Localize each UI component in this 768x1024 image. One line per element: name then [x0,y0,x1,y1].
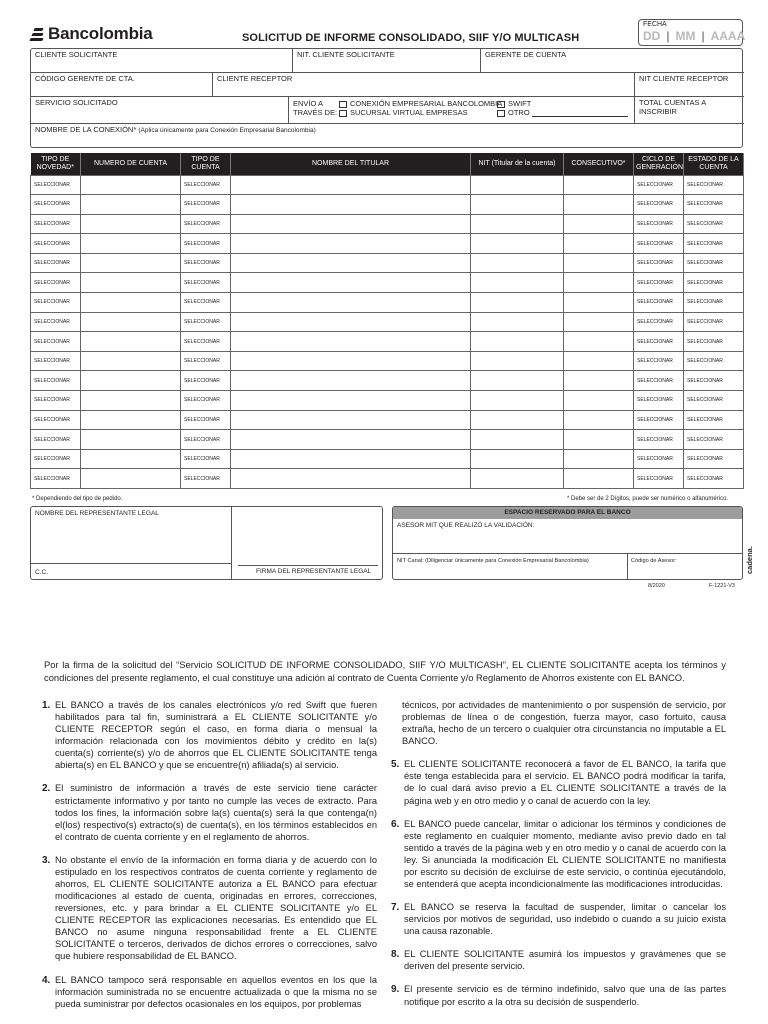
table-cell[interactable] [564,371,634,391]
option-label: SWIFT [508,99,532,108]
table-cell[interactable] [231,351,471,371]
side-text: cadena. [745,546,754,574]
term-number: 5. [391,759,400,771]
table-cell[interactable] [564,312,634,332]
table-row [31,391,744,411]
select-dropdown[interactable]: SELECCIONAR [684,293,744,313]
option-conexion[interactable] [339,99,502,108]
field-note: (Aplica únicamente para Conexión Empresarial Bancolombia) [138,127,316,134]
select-dropdown[interactable]: SELECCIONAR [181,371,231,391]
table-row [31,293,744,313]
term-text: No obstante el envío de la información en forma diaria y de acuerdo con lo estipulado en los respectivos contratos de cuenta corriente y reglamento de ahorros, EL CLIENTE SOLICITANTE autoriza a EL BANCO para efectuar modificaciones al estado de cuenta, originadas en errores, correcciones, reversiones, etc. y para brindar a EL CLIENTE SOLICITANTE y/o EL CLIENTE RECEPTOR las explicaciones necesarias. Es entendido que EL BANCO no asume ninguna responsabilidad frente a EL CLIENTE SOLICITANTE o terceros, derivados de dichos errores o correcciones, salvo que hubiere responsabilidad de EL BANCO. [55,854,377,962]
term-text: EL BANCO tampoco será responsable en aquellos eventos en los que la información suministrada no se encuentre actualizada o que la misma no se pueda suministrar por defectos ocasionales en los equipos, por problemas [55,974,377,1009]
select-dropdown[interactable]: SELECCIONAR [181,332,231,352]
select-dropdown[interactable]: SELECCIONAR [634,430,684,450]
term-item [391,818,726,890]
field-label: NOMBRE DE LA CONEXIÓN* [35,125,137,134]
select-dropdown[interactable]: SELECCIONAR [31,253,81,273]
nombre-conexion-field[interactable] [31,124,744,149]
table-cell[interactable] [231,214,471,234]
table-cell[interactable] [231,273,471,293]
table-cell[interactable] [81,312,181,332]
select-dropdown[interactable]: SELECCIONAR [634,351,684,371]
select-dropdown[interactable]: SELECCIONAR [31,312,81,332]
terms-left-column [42,699,377,1021]
select-dropdown[interactable]: SELECCIONAR [684,410,744,430]
table-cell[interactable] [81,273,181,293]
table-cell[interactable] [564,449,634,469]
select-dropdown[interactable]: SELECCIONAR [31,175,81,195]
nombre-representante-label: NOMBRE DEL REPRESENTANTE LEGAL [35,510,159,517]
date-year[interactable]: AAAA [710,29,746,43]
term-item [391,983,726,1007]
select-dropdown[interactable]: SELECCIONAR [181,175,231,195]
term-item [42,782,377,842]
table-cell[interactable] [231,410,471,430]
select-dropdown[interactable]: SELECCIONAR [31,332,81,352]
checkbox-sucursal[interactable] [339,110,347,117]
table-cell[interactable] [231,391,471,411]
term-text: El presente servicio es de término indefinido, salvo que una de las partes notifique por escrito a la otra su decisión de suspenderlo. [404,984,726,1007]
table-cell[interactable] [471,293,564,313]
select-dropdown[interactable]: SELECCIONAR [181,273,231,293]
table-row [31,175,744,195]
table-cell[interactable] [81,469,181,489]
table-row [31,273,744,293]
table-cell[interactable] [564,293,634,313]
asesor-label: ASESOR MIT QUE REALIZÓ LA VALIDACIÓN: [397,522,535,529]
term-number: 1. [42,700,51,711]
table-cell[interactable] [564,195,634,215]
cliente-receptor-field[interactable] [213,73,635,97]
codigo-gerente-field[interactable] [31,73,213,97]
table-row [31,449,744,469]
select-dropdown[interactable]: SELECCIONAR [684,214,744,234]
select-dropdown[interactable]: SELECCIONAR [31,469,81,489]
select-dropdown[interactable]: SELECCIONAR [181,234,231,254]
term-number: 8. [391,949,400,961]
select-dropdown[interactable]: SELECCIONAR [31,391,81,411]
servicio-solicitado-field[interactable] [31,97,289,124]
table-cell[interactable] [471,332,564,352]
select-dropdown[interactable]: SELECCIONAR [684,175,744,195]
select-dropdown[interactable]: SELECCIONAR [634,253,684,273]
logo-text: Bancolombia [48,24,153,43]
table-cell[interactable] [564,410,634,430]
table-cell[interactable] [564,469,634,489]
table-row [31,371,744,391]
table-cell[interactable] [564,430,634,450]
terms-intro: Por la firma de la solicitud del “Servicio SOLICITUD DE INFORME CONSOLIDADO, SIIF Y/O MULTICASH”, EL CLIENTE SOLICITANTE acepta los términos y condiciones del presente reglamento, el cual constituye una adición al contrato de Cuenta Corriente y/o Reglamento de Ahorros existente con EL BANCO. [44,659,726,683]
table-row [31,312,744,332]
checkbox-otro[interactable] [497,110,505,117]
table-row [31,234,744,254]
table-cell[interactable] [231,449,471,469]
total-cuentas-field[interactable] [635,97,744,124]
select-dropdown[interactable]: SELECCIONAR [634,371,684,391]
table-cell[interactable] [231,371,471,391]
table-header [31,153,744,175]
date-separator: | [701,29,705,43]
select-dropdown[interactable]: SELECCIONAR [684,253,744,273]
date-separator: | [666,29,670,43]
field-label: TOTAL CUENTAS A INSCRIBIR [639,98,706,116]
date-label: FECHA [643,21,667,28]
col-estado: ESTADO DE LA CUENTA [684,153,744,175]
envio-label: ENVÍO A [293,99,324,108]
field-label: GERENTE DE CUENTA [485,50,567,59]
table-cell[interactable] [231,253,471,273]
client-form [30,48,743,148]
term-number: 2. [42,783,51,795]
table-row [31,332,744,352]
select-dropdown[interactable]: SELECCIONAR [31,195,81,215]
footnote-right: * Debe ser de 2 Dígitos, puede ser numérico o alfanumérico. [567,496,729,502]
bancolombia-logo [30,24,153,44]
nit-cliente-solicitante-field[interactable] [293,49,481,73]
table-cell[interactable] [81,253,181,273]
table-cell[interactable] [231,175,471,195]
select-dropdown[interactable]: SELECCIONAR [181,293,231,313]
select-dropdown[interactable]: SELECCIONAR [31,410,81,430]
bank-reserved-section [392,506,743,580]
table-cell[interactable] [564,234,634,254]
select-dropdown[interactable]: SELECCIONAR [31,371,81,391]
signature-section [30,506,383,580]
field-label: SERVICIO SOLICITADO [35,98,118,107]
table-cell[interactable] [471,351,564,371]
table-cell[interactable] [231,469,471,489]
select-dropdown[interactable]: SELECCIONAR [634,410,684,430]
table-cell[interactable] [471,391,564,411]
table-cell[interactable] [471,449,564,469]
select-dropdown[interactable]: SELECCIONAR [31,449,81,469]
document-title: SOLICITUD DE INFORME CONSOLIDADO, SIIF Y/O MULTICASH [242,32,580,44]
col-tipo-cuenta: TIPO DE CUENTA [181,153,231,175]
table-cell[interactable] [81,449,181,469]
table-cell[interactable] [564,214,634,234]
select-dropdown[interactable]: SELECCIONAR [634,332,684,352]
col-nit: NIT (Titular de la cuenta) [471,153,564,175]
col-tipo-novedad: TIPO DE NOVEDAD* [31,153,81,175]
select-dropdown[interactable]: SELECCIONAR [684,332,744,352]
version-date: 8/2020 [648,583,665,589]
term-text: EL BANCO a través de los canales electrónicos y/o red Swift que fueren habilitados para tal fin, suministrará a EL CLIENTE SOLICITANTE y/o CLIENTE RECEPTOR según el caso, en forma diaria o mensual la información relacionada con los movimientos débito y crédito en la(s) cuenta(s) corriente(s) y/o de ahorros que EL CLIENTE SOLICITANTE tenga abierta(s) en EL BANCO y que se encuentre(n) afiliada(s) al servicio. [55,700,377,771]
option-otro[interactable] [497,108,628,117]
table-cell[interactable] [81,195,181,215]
select-dropdown[interactable]: SELECCIONAR [181,410,231,430]
field-label: NIT. CLIENTE SOLICITANTE [297,50,395,59]
option-sucursal[interactable] [339,108,502,117]
term-text: EL CLIENTE SOLICITANTE asumirá los impuestos y gravámenes que se deriven del presente servicio. [404,949,726,972]
table-row [31,214,744,234]
term-item [42,699,377,771]
select-dropdown[interactable]: SELECCIONAR [684,469,744,489]
gerente-cuenta-field[interactable] [481,49,744,73]
checkbox-conexion[interactable] [339,101,347,108]
table-cell[interactable] [471,410,564,430]
select-dropdown[interactable]: SELECCIONAR [634,234,684,254]
table-cell[interactable] [81,214,181,234]
cliente-solicitante-field[interactable] [31,49,293,73]
table-cell[interactable] [471,214,564,234]
table-cell[interactable] [471,273,564,293]
table-cell[interactable] [81,371,181,391]
select-dropdown[interactable]: SELECCIONAR [684,351,744,371]
select-dropdown[interactable]: SELECCIONAR [181,195,231,215]
field-label: NIT CLIENTE RECEPTOR [639,74,729,83]
select-dropdown[interactable]: SELECCIONAR [31,351,81,371]
select-dropdown[interactable]: SELECCIONAR [31,293,81,313]
term-text: técnicos, por actividades de mantenimiento o por suspensión de servicio, por problemas de línea o de congestión, fuerza mayor, caso fortuito, causa extraña, hecho de un tercero o cualquier otra circunstancia no imputable a EL BANCO. [402,700,726,747]
table-cell[interactable] [564,332,634,352]
select-dropdown[interactable]: SELECCIONAR [181,253,231,273]
select-dropdown[interactable]: SELECCIONAR [684,312,744,332]
footnote-left: * Dependiendo del tipo de pedido. [32,496,123,502]
date-day[interactable]: DD [643,29,661,43]
table-cell[interactable] [81,351,181,371]
date-field[interactable] [638,19,746,46]
table-cell[interactable] [471,195,564,215]
version-code: F-1221-V3 [709,583,735,589]
term-item [391,948,726,972]
bancolombia-logo-icon [30,27,44,41]
term-number: 9. [391,984,400,996]
select-dropdown[interactable]: SELECCIONAR [31,430,81,450]
col-nombre-titular: NOMBRE DEL TITULAR [231,153,471,175]
traves-label: TRAVÉS DE: [293,108,338,117]
table-row [31,410,744,430]
select-dropdown[interactable]: SELECCIONAR [634,469,684,489]
select-dropdown[interactable]: SELECCIONAR [31,273,81,293]
accounts-table [30,153,744,489]
table-row [31,351,744,371]
table-cell[interactable] [81,234,181,254]
bank-section-title: ESPACIO RESERVADO PARA EL BANCO [393,507,742,519]
table-cell[interactable] [471,371,564,391]
col-numero-cuenta: NUMERO DE CUENTA [81,153,181,175]
term-number: 4. [42,974,51,986]
table-cell[interactable] [471,312,564,332]
table-cell[interactable] [81,293,181,313]
cc-label: C.C. [35,569,48,576]
table-cell[interactable] [81,391,181,411]
select-dropdown[interactable]: SELECCIONAR [181,430,231,450]
select-dropdown[interactable]: SELECCIONAR [634,293,684,313]
table-cell[interactable] [231,430,471,450]
table-row [31,195,744,215]
select-dropdown[interactable]: SELECCIONAR [684,195,744,215]
checkbox-swift[interactable] [497,101,505,108]
table-cell[interactable] [471,234,564,254]
term-item [42,974,377,1010]
field-label: CÓDIGO GERENTE DE CTA. [35,74,135,83]
table-cell[interactable] [564,253,634,273]
table-cell[interactable] [471,253,564,273]
table-cell[interactable] [564,351,634,371]
term-number: 7. [391,902,400,914]
field-label: CLIENTE SOLICITANTE [35,50,118,59]
field-label: CLIENTE RECEPTOR [217,74,293,83]
select-dropdown[interactable]: SELECCIONAR [634,175,684,195]
term-number: 3. [42,854,51,866]
select-dropdown[interactable]: SELECCIONAR [634,312,684,332]
table-cell[interactable] [231,312,471,332]
term-text: EL BANCO se reserva la facultad de suspender, limitar o cancelar los servicios por motivos de seguridad, uso indebido o cuando a su juicio exista una causa razonable. [404,902,726,937]
table-cell[interactable] [471,469,564,489]
term-item [42,854,377,963]
select-dropdown[interactable]: SELECCIONAR [684,430,744,450]
term-item [391,758,726,806]
terms-right-column [391,699,726,1019]
select-dropdown[interactable]: SELECCIONAR [181,449,231,469]
select-dropdown[interactable]: SELECCIONAR [684,391,744,411]
term-text: EL CLIENTE SOLICITANTE reconocerá a favor de EL BANCO, la tarifa que éste tenga establecida para el servicio. EL BANCO podrá modificar la tarifa, de lo cual dará aviso previo a EL CLIENTE SOLICITANTE a través de la página web y en otro medio y o canal de acuerdo con la ley. [404,759,726,806]
table-cell[interactable] [231,234,471,254]
term-text: EL BANCO puede cancelar, limitar o adicionar los términos y condiciones de este reglamento en cualquier momento, mediante aviso previo dado en tal sentido a través de la página web y en otro medio y o canal de acuerdo con la ley. Si anunciada la modificación EL CLIENTE SOLICITANTE no manifiesta por escrito su decisión de excluirse de este servicio, o continúa ejecutándolo, se entenderá que acepta incondicionalmente las modificaciones introducidas. [404,818,726,890]
select-dropdown[interactable]: SELECCIONAR [181,214,231,234]
table-cell[interactable] [81,175,181,195]
otro-line[interactable] [532,116,628,117]
select-dropdown[interactable]: SELECCIONAR [634,273,684,293]
option-label: OTRO [508,108,530,117]
term-item [391,901,726,937]
table-cell[interactable] [564,175,634,195]
table-cell[interactable] [564,273,634,293]
nit-cliente-receptor-field[interactable] [635,73,744,97]
select-dropdown[interactable]: SELECCIONAR [181,312,231,332]
envio-options [289,97,635,124]
option-swift[interactable] [497,99,628,108]
select-dropdown[interactable]: SELECCIONAR [634,214,684,234]
col-consecutivo: CONSECUTIVO* [564,153,634,175]
select-dropdown[interactable]: SELECCIONAR [684,273,744,293]
option-label: SUCURSAL VIRTUAL EMPRESAS [350,108,468,117]
codigo-asesor-label: Código de Asesor: [631,558,677,564]
term-text: El suministro de información a través de este servicio tiene carácter estrictamente informativo y por tanto no cumple las veces de extracto. Para todos los fines, la información sobre la(s) cuenta(s) será la que contenga(n) el(los) respectivo(s) extracto(s) de cuenta(s), en los términos establecidos en el contrato de cuenta corriente y en el reglamento de ahorros. [55,783,377,842]
select-dropdown[interactable]: SELECCIONAR [684,371,744,391]
table-row [31,430,744,450]
table-row [31,253,744,273]
select-dropdown[interactable]: SELECCIONAR [181,391,231,411]
table-cell[interactable] [564,391,634,411]
date-month[interactable]: MM [675,29,696,43]
table-cell[interactable] [81,430,181,450]
col-ciclo: CICLO DE GENERACIÓN [634,153,684,175]
table-cell[interactable] [471,175,564,195]
select-dropdown[interactable]: SELECCIONAR [31,234,81,254]
select-dropdown[interactable]: SELECCIONAR [634,391,684,411]
table-cell[interactable] [81,332,181,352]
table-row [31,469,744,489]
select-dropdown[interactable]: SELECCIONAR [181,351,231,371]
select-dropdown[interactable]: SELECCIONAR [684,234,744,254]
table-cell[interactable] [81,410,181,430]
term-number: 6. [391,818,400,830]
option-label: CONEXIÓN EMPRESARIAL BANCOLOMBIA [350,99,503,108]
select-dropdown[interactable]: SELECCIONAR [634,449,684,469]
nit-canal-label: NIT Canal: (Diligenciar únicamente para Conexión Empresarial Bancolombia) [397,558,589,564]
select-dropdown[interactable]: SELECCIONAR [181,469,231,489]
firma-label: FIRMA DEL REPRESENTANTE LEGAL [256,568,372,575]
select-dropdown[interactable]: SELECCIONAR [31,214,81,234]
table-cell[interactable] [231,195,471,215]
table-cell[interactable] [471,430,564,450]
term-item [391,699,726,747]
table-cell[interactable] [231,332,471,352]
table-cell[interactable] [231,293,471,313]
select-dropdown[interactable]: SELECCIONAR [684,449,744,469]
select-dropdown[interactable]: SELECCIONAR [634,195,684,215]
